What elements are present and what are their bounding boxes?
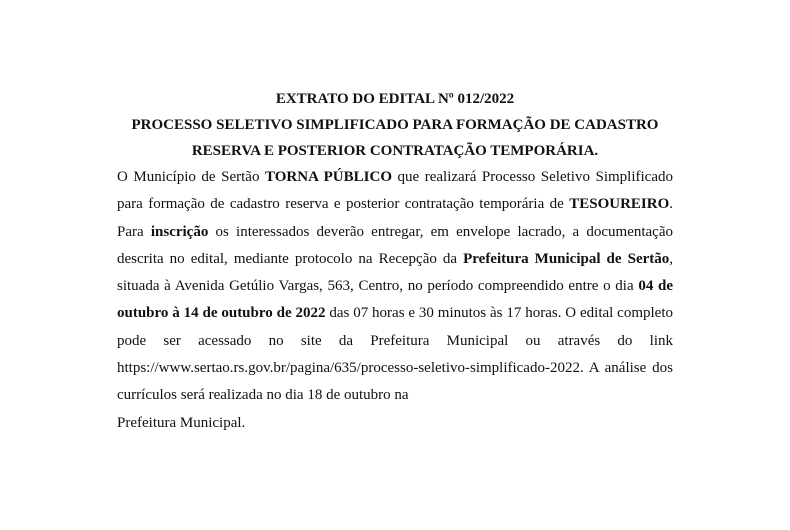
body-text-4: os interessados deverão entregar, em envelope lacrado, a documentação descrita no edital, mediante protocolo na Recepção da xyxy=(117,223,673,267)
body-bold-dates: 04 de outubro à 14 de outubro de 2022 xyxy=(117,278,674,322)
body-bold-inscricao: inscrição xyxy=(150,223,209,240)
body-text-6: das 07 horas e 30 minutos às 17 horas. O edital completo pode ser acessado no site da Prefeitura Municipal ou através do link https://www.sertao.rs.gov.br/pagina/635/processo-seletivo-simplificado-2022. A análise dos currículos será realizada no dia 18 de outubro na xyxy=(117,305,673,404)
body-text-5: , situada à Avenida Getúlio Vargas, 563, Centro, no período compreendido entre o dia xyxy=(117,250,673,295)
body-bold-torna-publico: TORNA PÚBLICO xyxy=(265,169,392,185)
document-subtitle-line-2: RESERVA E POSTERIOR CONTRATAÇÃO TEMPORÁRIA. xyxy=(191,143,599,159)
document-title: EXTRATO DO EDITAL Nº 012/2022 xyxy=(275,91,515,107)
document-subtitle-line-1: PROCESSO SELETIVO SIMPLIFICADO PARA FORMAÇÃO DE CADASTRO xyxy=(131,117,659,133)
body-bold-tesoureiro: TESOUREIRO xyxy=(569,196,670,213)
body-text-1: O Município de Sertão xyxy=(117,169,266,185)
body-bold-prefeitura: Prefeitura Municipal de Sertão xyxy=(463,250,670,267)
body-last-line: Prefeitura Municipal. xyxy=(117,414,246,431)
document-body xyxy=(117,164,673,437)
edital-extract xyxy=(117,86,673,437)
body-text-2: que realizará Processo Seletivo Simplificado para formação de cadastro reserva e posterior contratação temporária de xyxy=(117,169,673,213)
body-text-3: . Para xyxy=(117,196,673,240)
